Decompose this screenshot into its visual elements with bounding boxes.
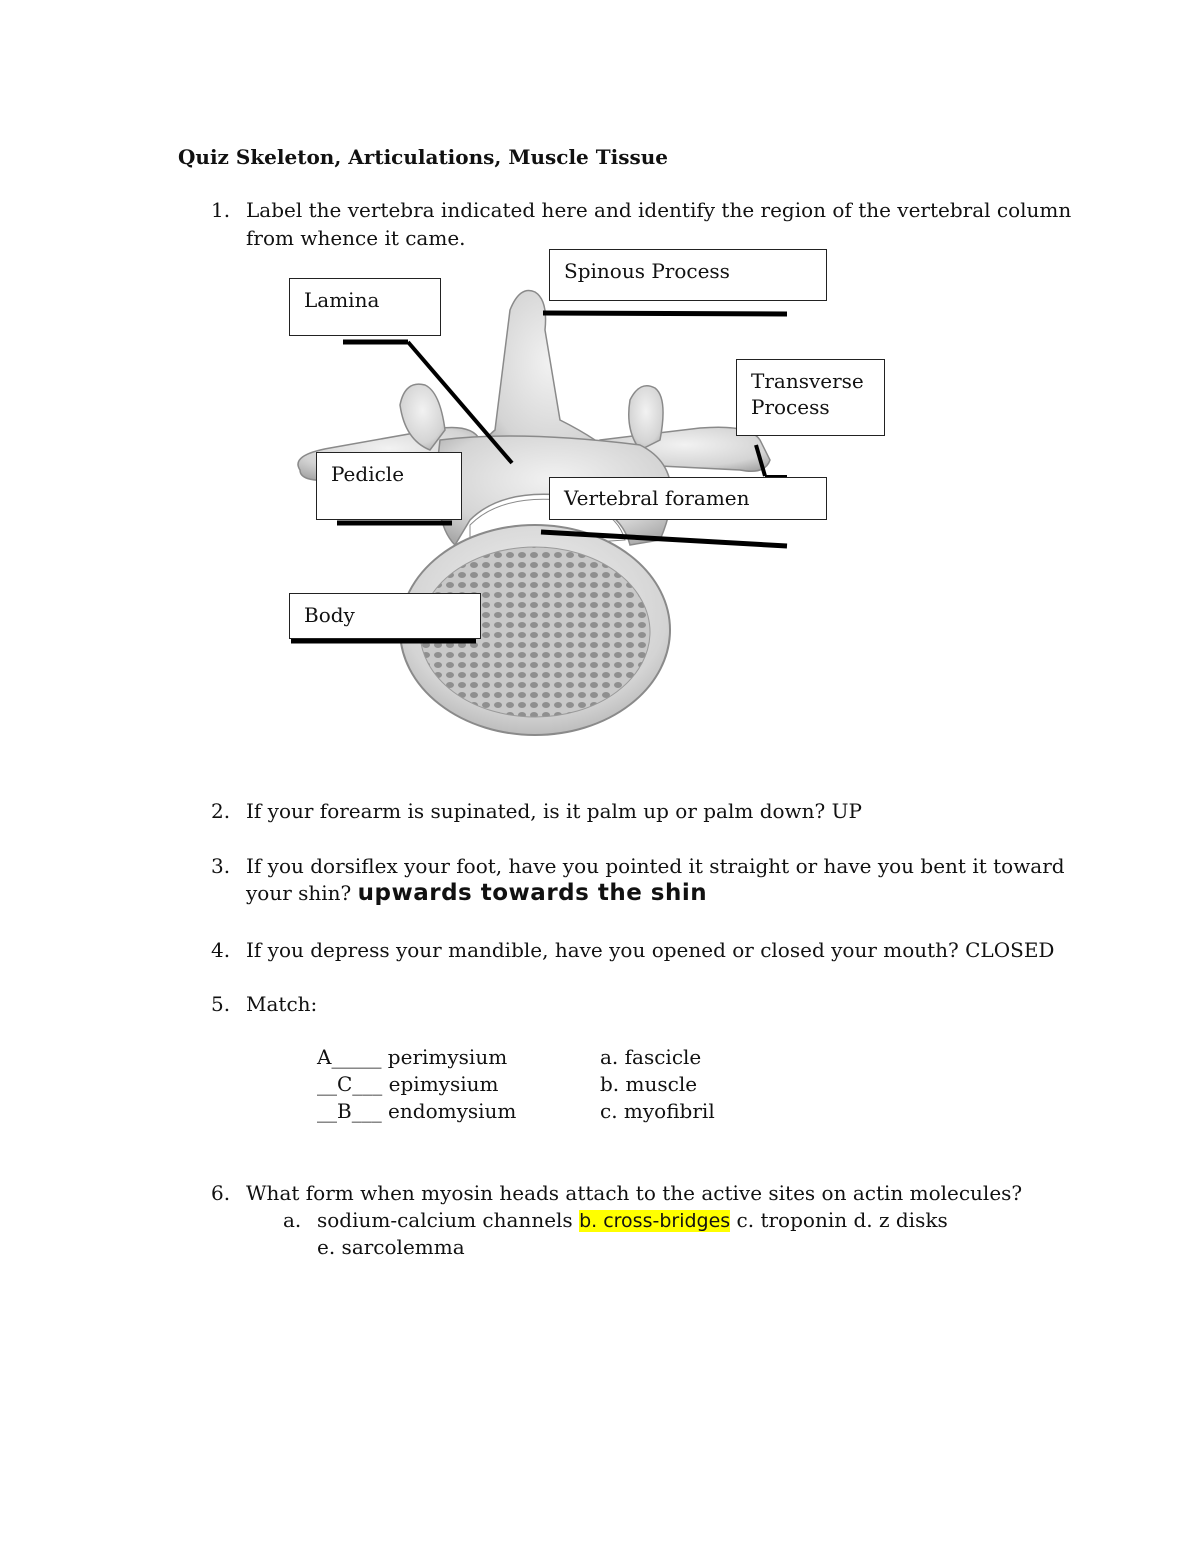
label-body: Body [289,593,481,639]
q2-number: 2. [211,799,231,823]
q1-number: 1. [211,198,231,222]
q3-text-line2 [246,880,707,906]
label-spinous-process: Spinous Process [549,249,827,301]
articular-process-right [629,386,663,450]
match-right-1: a. fascicle [600,1045,702,1069]
match-right-3: c. myofibril [600,1099,715,1123]
label-pedicle: Pedicle [316,452,462,520]
q5-text: Match: [246,992,318,1016]
q6-option-e: e. sarcolemma [317,1235,465,1259]
q3-number: 3. [211,854,231,878]
q1-text-line2: from whence it came. [246,226,466,250]
match-left-2: __C___ epimysium [317,1072,499,1096]
q4-number: 4. [211,938,231,962]
label-transverse-process: Transverse Process [736,359,885,436]
q3-prompt: your shin? [246,881,358,905]
q4-text: If you depress your mandible, have you opened or closed your mouth? CLOSED [246,938,1055,962]
page-title: Quiz Skeleton, Articulations, Muscle Tissue [178,145,669,169]
spinous-pointer [543,313,787,314]
q3-answer: upwards towards the shin [357,880,708,906]
q1-text-line1: Label the vertebra indicated here and identify the region of the vertebral column [246,198,1072,222]
q6-number: 6. [211,1181,231,1205]
q6-option-marker: a. [283,1208,302,1232]
q6-text: What form when myosin heads attach to the active sites on actin molecules? [246,1181,1023,1205]
q6-option-b-highlighted: b. cross-bridges [579,1210,731,1232]
vertebra-diagram [0,0,1200,760]
match-right-2: b. muscle [600,1072,698,1096]
label-lamina: Lamina [289,278,441,336]
match-left-1: A_____ perimysium [317,1045,508,1069]
q6-option-c-d: c. troponin d. z disks [730,1208,948,1232]
q5-number: 5. [211,992,231,1016]
q6-option-a: sodium-calcium channels [317,1208,580,1232]
q2-text: If your forearm is supinated, is it palm up or palm down? UP [246,799,862,823]
q6-options-line [317,1208,948,1232]
q3-text-line1: If you dorsiflex your foot, have you pointed it straight or have you bent it toward [246,854,1065,878]
label-vertebral-foramen: Vertebral foramen [549,477,827,520]
match-left-3: __B___ endomysium [317,1099,517,1123]
